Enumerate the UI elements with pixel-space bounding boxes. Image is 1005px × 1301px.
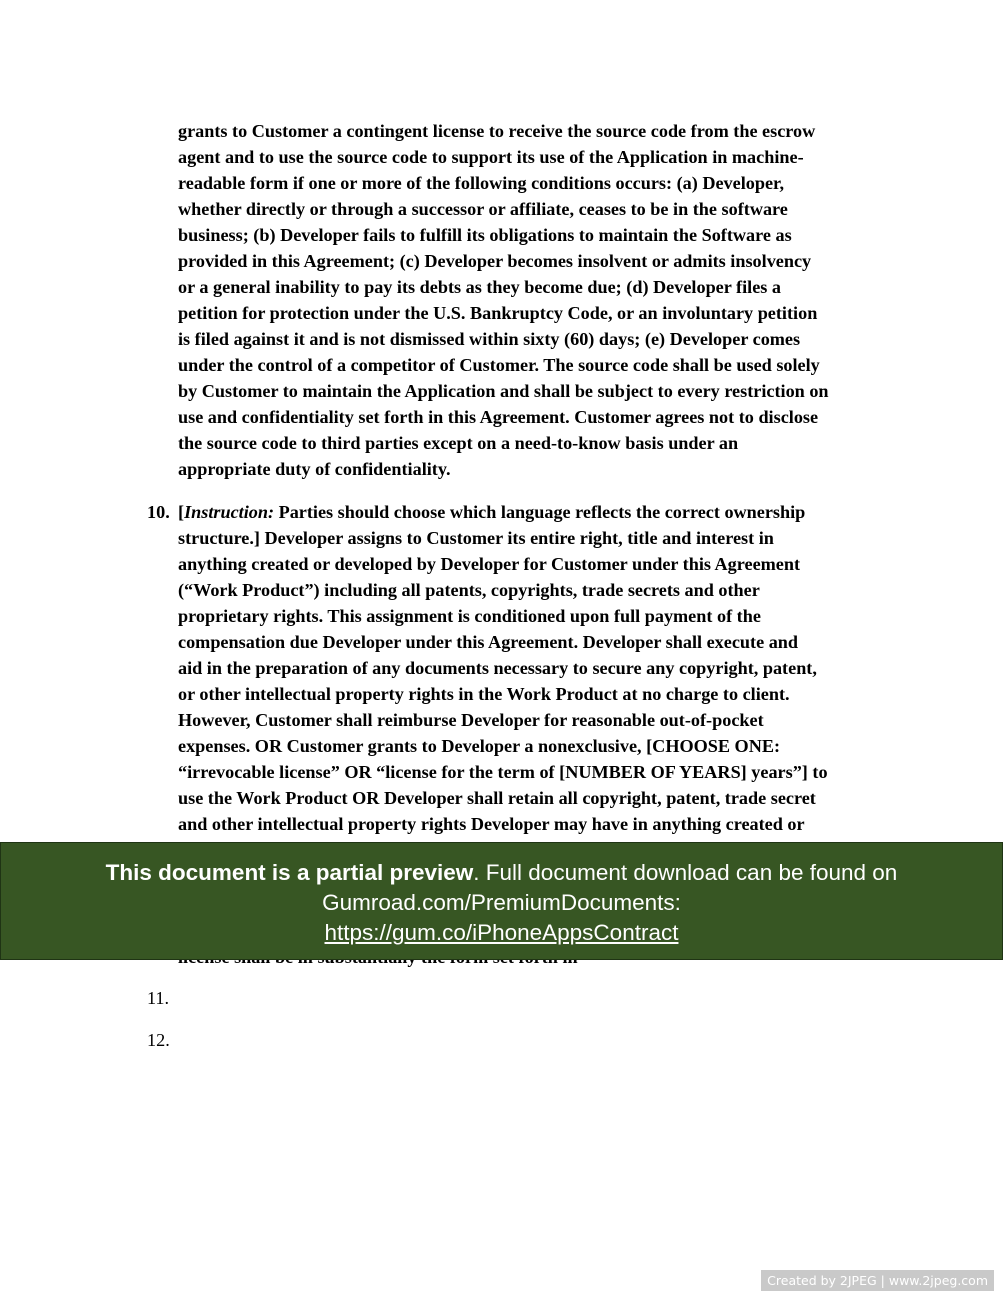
paragraph-10 <box>178 499 890 837</box>
banner-line-2: Gumroad.com/PremiumDocuments: <box>322 890 681 915</box>
instruction-text: Parties should choose which language reflects the correct ownership <box>274 502 806 522</box>
paragraph-line: readable form if one or more of the following conditions occurs: (a) Developer, <box>178 173 784 193</box>
paragraph-10-number: 10. <box>147 502 170 522</box>
banner-strong-text: This document is a partial preview <box>105 860 474 885</box>
paragraph-line: anything created or developed by Developer for Customer under this Agreement <box>178 554 801 574</box>
paragraph-line: the source code to third parties except on a need-to-know basis under an <box>178 433 739 453</box>
paragraph-line: provided in this Agreement; (c) Developer becomes insolvent or admits insolvency <box>178 251 812 271</box>
paragraph-line: by Customer to maintain the Application and shall be subject to every restriction on <box>178 381 829 401</box>
paragraph-line: compensation due Developer under this Agreement. Developer shall execute and <box>178 632 799 652</box>
paragraph-line: aid in the preparation of any documents necessary to secure any copyright, patent, <box>178 658 817 678</box>
paragraph-line: “irrevocable license” OR “license for the term of [NUMBER OF YEARS] years”] to <box>178 762 828 782</box>
paragraph-line: use the Work Product OR Developer shall retain all copyright, patent, trade secret <box>178 788 816 808</box>
paragraph-line: expenses. OR Customer grants to Developer a nonexclusive, [CHOOSE ONE: <box>178 736 781 756</box>
banner-rest-text: . Full document download can be found on <box>473 860 898 885</box>
paragraph-line: structure.] Developer assigns to Customer its entire right, title and interest in <box>178 528 774 548</box>
paragraph-line: petition for protection under the U.S. Bankruptcy Code, or an involuntary petition <box>178 303 818 323</box>
paragraph-line: appropriate duty of confidentiality. <box>178 459 451 479</box>
watermark: Created by 2JPEG | www.2jpeg.com <box>761 1270 994 1291</box>
paragraph-11-number: 11. <box>147 988 170 1008</box>
paragraph-line: use and confidentiality set forth in this Agreement. Customer agrees not to disclose <box>178 407 819 427</box>
paragraph-line: agent and to use the source code to support its use of the Application in machine- <box>178 147 804 167</box>
paragraph-line: grants to Customer a contingent license to receive the source code from the escrow <box>178 121 816 141</box>
paragraph-9-continued <box>178 118 890 482</box>
paragraph-line: and other intellectual property rights Developer may have in anything created or <box>178 814 805 834</box>
paragraph-line: (“Work Product”) including all patents, copyrights, trade secrets and other <box>178 580 760 600</box>
paragraph-line: business; (b) Developer fails to fulfill its obligations to maintain the Software as <box>178 225 792 245</box>
download-link[interactable]: https://gum.co/iPhoneAppsContract <box>324 920 679 945</box>
partial-preview-banner <box>0 842 1003 960</box>
paragraph-line: is filed against it and is not dismissed within sixty (60) days; (e) Developer comes <box>178 329 801 349</box>
paragraph-line: or a general inability to pay its debts as they become due; (d) Developer files a <box>178 277 782 297</box>
paragraph-10-first-line <box>178 499 890 525</box>
paragraph-line: or other intellectual property rights in the Work Product at no charge to client. <box>178 684 790 704</box>
banner-line-1 <box>1 858 1002 888</box>
paragraph-12-number: 12. <box>147 1030 170 1050</box>
banner-line-3 <box>1 918 1002 948</box>
paragraph-line: proprietary rights. This assignment is conditioned upon full payment of the <box>178 606 761 626</box>
paragraph-line: whether directly or through a successor or affiliate, ceases to be in the software <box>178 199 788 219</box>
paragraph-line: under the control of a competitor of Customer. The source code shall be used solely <box>178 355 820 375</box>
paragraph-line: However, Customer shall reimburse Developer for reasonable out-of-pocket <box>178 710 764 730</box>
bracket-open: [ <box>178 502 185 522</box>
instruction-label: Instruction: <box>184 502 275 522</box>
